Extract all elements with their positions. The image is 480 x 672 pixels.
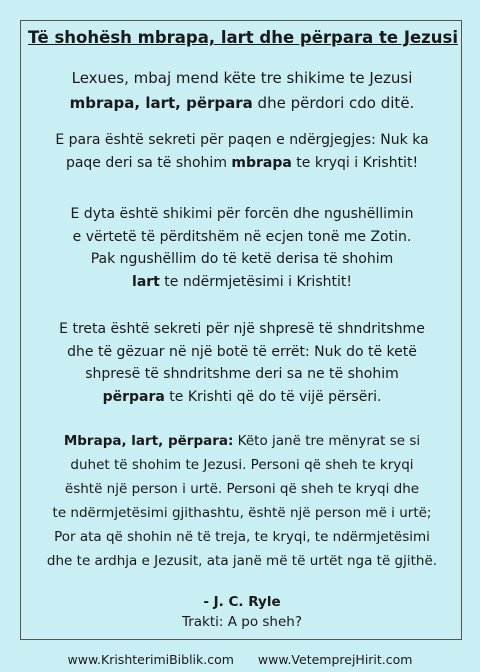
intro-line-2-rest: dhe përdori cdo ditë. (252, 94, 415, 112)
paragraph-summary (22, 429, 462, 573)
paragraph-third (22, 318, 462, 408)
p4-line-1-rest: Këto janë tre mënyrat se si (233, 433, 421, 449)
p3-line-4 (22, 386, 462, 409)
footer (0, 652, 480, 667)
p2-line-3: Pak ngushëllim do të ketë derisa të shohim (90, 251, 394, 267)
p4-line-1 (22, 429, 462, 453)
footer-link-krishterimi[interactable]: www.KrishterimiBiblik.com (67, 652, 234, 667)
signature-block (22, 592, 462, 632)
p4-line-5: Por ata që shohin në të treja, te kryqi, te ndërmjetësimi (54, 529, 430, 545)
intro-line-1: Lexues, mbaj mend këte tre shikime te Jezusi (71, 69, 413, 87)
p2-line-4-rest: te ndërmjetësimi i Krishtit! (159, 273, 352, 290)
p2-line-4 (22, 271, 462, 294)
source-title: Trakti: A po sheh? (181, 614, 303, 630)
p4-emphasis: Mbrapa, lart, përpara: (63, 433, 234, 449)
page-title: Të shohësh mbrapa, lart dhe përpara te Jezusi (28, 28, 458, 47)
p2-emphasis: lart (132, 273, 160, 290)
p1-line-2-end: te kryqi i Krishtit! (291, 154, 419, 171)
p3-emphasis: përpara (102, 388, 165, 405)
p4-line-6: dhe te ardhja e Jezusit, ata janë më të urtët nga të gjithë. (46, 553, 438, 569)
p4-line-3: është një person i urtë. Personi që sheh te kryqi dhe (64, 481, 420, 497)
footer-link-vetemprej[interactable]: www.VetemprejHirit.com (257, 652, 413, 667)
p2-line-2: e vërtetë të përditshëm në ecjen tonë me Zotin. (72, 228, 412, 245)
author-name: - J. C. Ryle (203, 594, 281, 610)
p3-line-2: dhe të gëzuar në një botë të errët: Nuk do të ketë (67, 343, 417, 360)
p2-line-1: E dyta është shikimi për forcën dhe ngushëllimin (70, 206, 414, 222)
p1-line-2-start: paqe deri sa të shohim (65, 154, 232, 171)
p1-emphasis: mbrapa (231, 154, 292, 171)
p4-line-2: duhet të shohim te Jezusi. Personi që sheh te kryqi (70, 457, 414, 473)
intro-emphasis: mbrapa, lart, përpara (69, 94, 253, 112)
p3-line-3: shpresë të shndritshme deri sa ne të shohim (85, 366, 399, 382)
p3-line-1: E treta është sekreti për një shpresë të shndritshme (59, 321, 425, 337)
intro-line-2 (22, 91, 462, 116)
intro-paragraph (22, 66, 462, 116)
p1-line-2 (22, 152, 462, 175)
p3-line-4-rest: te Krishti që do të vijë përsëri. (164, 388, 382, 405)
p4-line-4: te ndërmjetësimi gjithashtu, është një person më i urtë; (52, 505, 432, 521)
p1-line-1: E para është sekreti për paqen e ndërgjegjes: Nuk ka (55, 132, 429, 148)
paragraph-first (22, 129, 462, 174)
paragraph-second (22, 203, 462, 293)
